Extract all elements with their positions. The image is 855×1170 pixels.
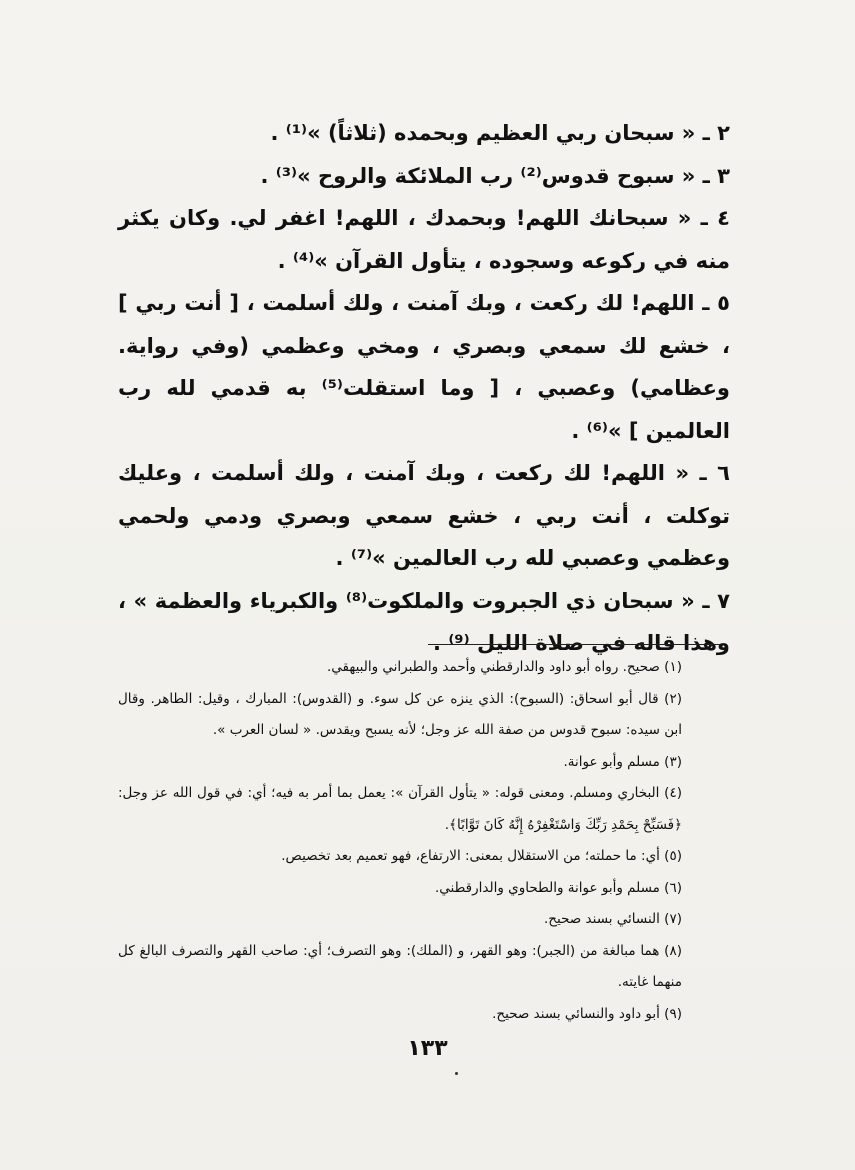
footnote-1: (١) صحيح. رواه أبو داود والدارقطني وأحمد والطبراني والبيهقي. xyxy=(326,659,682,675)
footnote-7: (٧) النسائي بسند صحيح. xyxy=(543,911,682,927)
footnote-3: (٣) مسلم وأبو عوانة. xyxy=(563,753,682,770)
item-4: ٤ ـ « سبحانك اللهم! وبحمدك ، اللهم! اغفر لي. وكان يكثر منه في ركوعه وسجوده ، يتأول القرآن »⁽⁴⁾ . xyxy=(118,206,730,273)
item-5: ٥ ـ اللهم! لك ركعت ، وبك آمنت ، ولك أسلمت ، [ أنت ربي ] ، خشع لك سمعي وبصري ، ومخي وعظمي (وفي رواية. وعظامي) وعصبي ، [ وما استقلت⁽⁵⁾ به قدمي لله رب العالمين ] »⁽⁶⁾ . xyxy=(118,291,730,443)
item-7: ٧ ـ « سبحان ذي الجبروت والملكوت⁽⁸⁾ والكبرياء والعظمة » ، وهذا قاله في صلاة الليل ⁽⁹⁾ . xyxy=(118,588,730,655)
item-2: ٢ ـ « سبحان ربي العظيم وبحمده (ثلاثاً) »⁽¹⁾ . xyxy=(270,121,730,145)
item-3: ٣ ـ « سبوح قدوس⁽²⁾ رب الملائكة والروح »⁽³⁾ . xyxy=(260,163,730,188)
footnote-9: (٩) أبو داود والنسائي بسند صحيح. xyxy=(492,1005,682,1022)
footnotes xyxy=(118,652,730,1030)
print-speck xyxy=(455,1072,458,1075)
main-text xyxy=(118,112,730,665)
footnote-2: (٢) قال أبو اسحاق: (السبوح): الذي ينزه عن كل سوء. و (القدوس): المبارك ، وقيل: الطاهر. وقال ابن سيده: سبوح قدوس من صفة الله عز وجل؛ لأنه يسبح ويقدس. « لسان العرب ». xyxy=(118,690,682,738)
footnote-divider xyxy=(428,644,720,645)
footnote-4: (٤) البخاري ومسلم. ومعنى قوله: « يتأول القرآن »: يعمل بما أمر به فيه؛ أي: في قول الله عز وجل: ﴿فَسَبِّحْ بِحَمْدِ رَبِّكَ وَاسْتَغْفِرْهُ إِنَّهُ كَانَ تَوَّابًا﴾. xyxy=(118,785,682,833)
footnote-8: (٨) هما مبالغة من (الجبر): وهو القهر، و (الملك): وهو التصرف؛ أي: صاحب القهر والتصرف البالغ كل منهما غايته. xyxy=(118,942,682,990)
item-6: ٦ ـ « اللهم! لك ركعت ، وبك آمنت ، ولك أسلمت ، وعليك توكلت ، أنت ربي ، خشع سمعي وبصري ودمي ولحمي وعظمي وعصبي لله رب العالمين »⁽⁷⁾ . xyxy=(118,461,730,570)
page-number: ١٣٣ xyxy=(407,1036,448,1061)
footnote-5: (٥) أي: ما حملته؛ من الاستقلال بمعنى: الارتفاع، فهو تعميم بعد تخصيص. xyxy=(281,848,682,864)
footnote-6: (٦) مسلم وأبو عوانة والطحاوي والدارقطني. xyxy=(434,879,682,896)
